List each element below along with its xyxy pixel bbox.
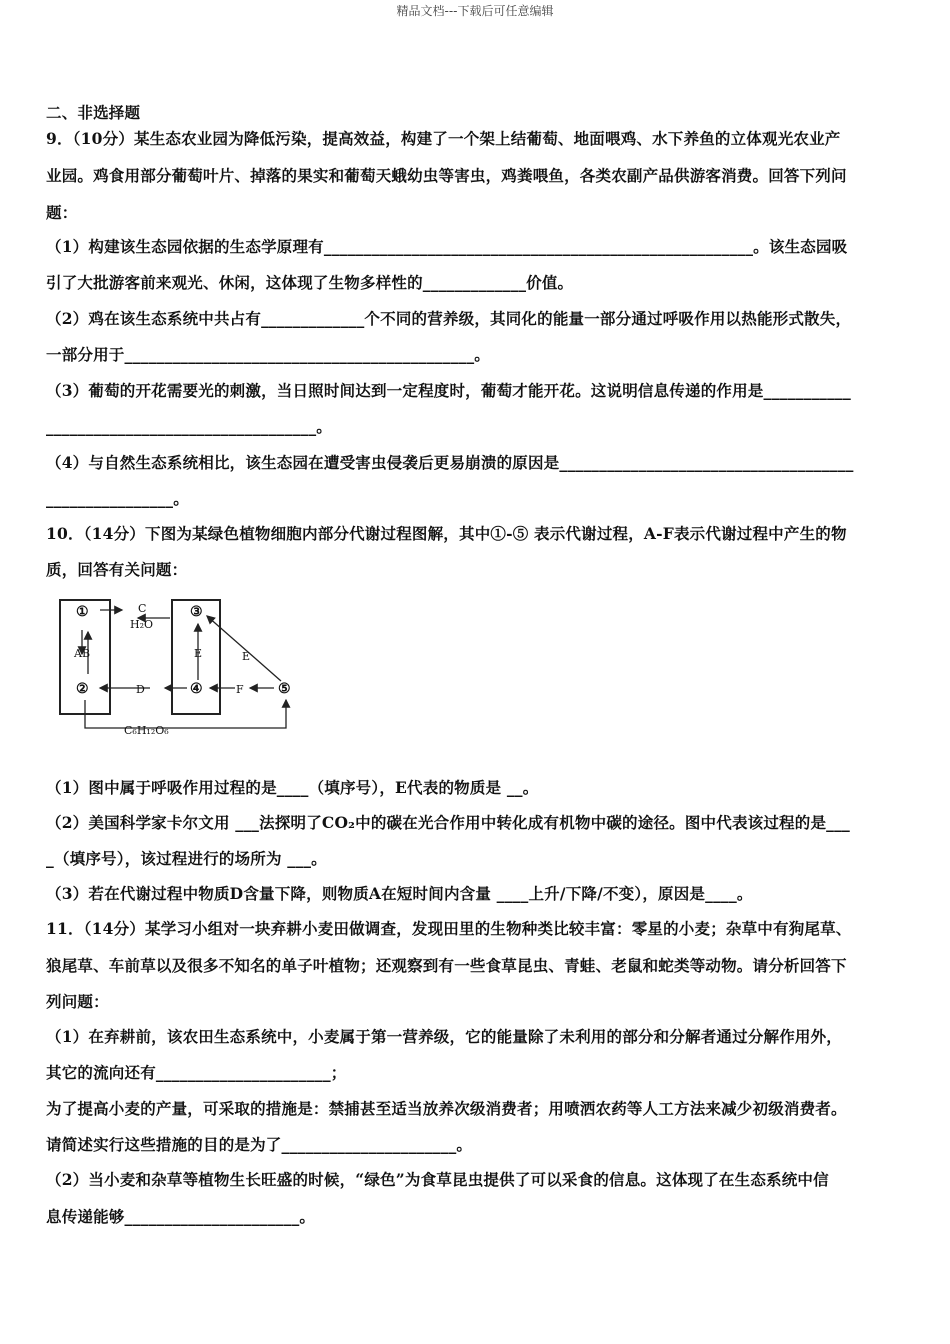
question-10-part2: （2）美国科学家卡尔文用 ___法探明了CO₂中的碳在光合作用中转化成有机物中碳的途径。图中代表该过程的是___ <box>46 813 851 832</box>
question-9-part1: 引了大批游客前来观光、休闲，这体现了生物多样性的_____________价值。 <box>46 273 574 292</box>
question-11-line: 狼尾草、车前草以及很多不知名的单子叶植物；还观察到有一些食草昆虫、青蛙、老鼠和蛇类等动物。请分析回答下 <box>46 956 847 975</box>
question-10-line: 质，回答有关问题： <box>46 560 188 579</box>
question-9-part3: （3）葡萄的开花需要光的刺激，当日照时间达到一定程度时，葡萄才能开花。这说明信息传递的作用是___________ <box>46 381 851 400</box>
question-9-part2: 一部分用于____________________________________________。 <box>46 345 491 364</box>
question-10-part1: （1）图中属于呼吸作用过程的是____（填序号），E代表的物质是 __。 <box>46 778 539 797</box>
question-11-part1: 为了提高小麦的产量，可采取的措施是：禁捕甚至适当放养次级消费者；用喷洒农药等人工方法来减少初级消费者。 <box>46 1099 847 1118</box>
metabolism-diagram <box>50 592 310 742</box>
label-ab: AB <box>74 647 91 660</box>
question-11-line: 11．（14分）某学习小组对一块弃耕小麦田做调查，发现田里的生物种类比较丰富：零星的小麦；杂草中有狗尾草、 <box>46 919 852 938</box>
question-9-part2: （2）鸡在该生态系统中共占有_____________个不同的营养级，其同化的能量一部分通过呼吸作用以热能形式散失， <box>46 309 852 328</box>
question-10-part2: _（填序号），该过程进行的场所为 ___。 <box>46 849 327 868</box>
question-9-part4: ________________。 <box>46 489 189 508</box>
question-9-line: 业园。鸡食用部分葡萄叶片、掉落的果实和葡萄天蛾幼虫等害虫，鸡粪喂鱼，各类农副产品供游客消费。回答下列问 <box>46 166 847 185</box>
label-f: F <box>236 683 244 696</box>
question-11-part1: 其它的流向还有______________________； <box>46 1063 347 1082</box>
question-11-part2: （2）当小麦和杂草等植物生长旺盛的时候，“绿色”为食草昆虫提供了可以采食的信息。这体现了在生态系统中信 <box>46 1170 829 1189</box>
question-9-line: 题： <box>46 203 78 222</box>
question-11-line: 列问题： <box>46 992 109 1011</box>
section-heading: 二、非选择题 <box>46 103 141 122</box>
node-4: ④ <box>190 681 203 697</box>
label-e-diagonal: E <box>242 650 251 663</box>
label-c: C <box>138 602 147 615</box>
question-10-part3: （3）若在代谢过程中物质D含量下降，则物质A在短时间内含量 ____上升/下降/不变），原因是____。 <box>46 884 753 903</box>
question-9-line: 9．（10分）某生态农业园为降低污染，提高效益，构建了一个架上结葡萄、地面喂鸡、水下养鱼的立体观光农业产 <box>46 129 841 148</box>
node-2: ② <box>76 681 89 697</box>
question-9-part3: __________________________________。 <box>46 417 332 436</box>
label-d: D <box>136 683 145 696</box>
page-header: 精品文档---下载后可任意编辑 <box>396 4 554 18</box>
label-glucose: C₆H₁₂O₆ <box>124 724 169 737</box>
node-3: ③ <box>190 604 203 620</box>
node-1: ① <box>76 604 89 620</box>
question-9-part1: （1）构建该生态园依据的生态学原理有______________________________________________________。该生态园吸 <box>46 237 848 256</box>
label-h2o: H₂O <box>130 618 154 631</box>
question-11-part1: （1）在弃耕前，该农田生态系统中，小麦属于第一营养级，它的能量除了未利用的部分和分解者通过分解作用外， <box>46 1027 842 1046</box>
question-11-part2: 息传递能够______________________。 <box>46 1207 316 1226</box>
question-10-line: 10．（14分）下图为某绿色植物细胞内部分代谢过程图解，其中①-⑤ 表示代谢过程，A-F表示代谢过程中产生的物 <box>46 524 847 543</box>
question-9-part4: （4）与自然生态系统相比，该生态园在遭受害虫侵袭后更易崩溃的原因是_____________________________________ <box>46 453 854 472</box>
label-e-vertical: E <box>194 647 203 660</box>
node-5: ⑤ <box>278 681 291 697</box>
question-11-part1: 请简述实行这些措施的目的是为了______________________。 <box>46 1135 473 1154</box>
